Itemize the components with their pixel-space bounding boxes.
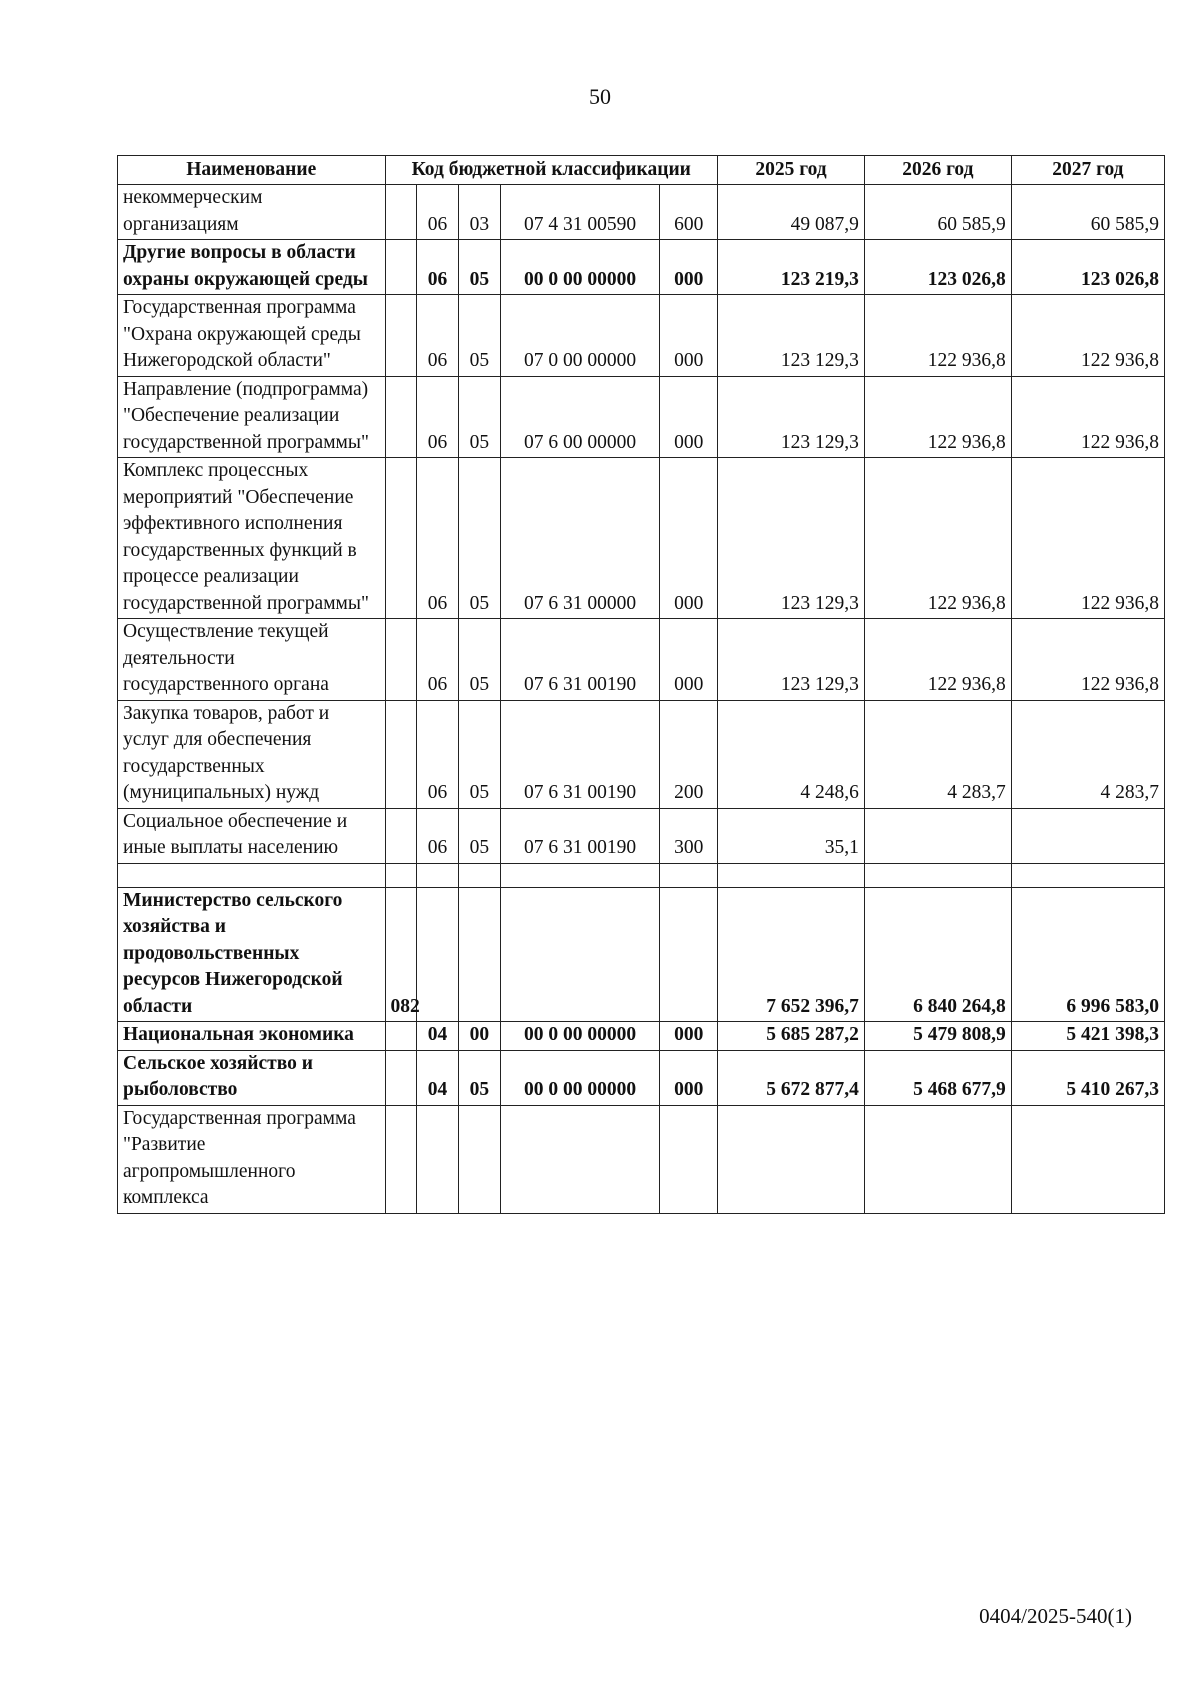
row-value-2026: 122 936,8: [864, 295, 1011, 377]
table-row: [118, 619, 1165, 701]
row-value-2025: 123 129,3: [718, 376, 865, 458]
row-code-subsection: 00: [458, 1022, 500, 1051]
row-value-2027: 5 410 267,3: [1011, 1050, 1164, 1105]
page-number: 50: [589, 84, 611, 109]
row-code-section: 06: [416, 185, 458, 240]
table-header: [118, 156, 1165, 185]
row-code-target: 07 6 00 00000: [500, 376, 659, 458]
row-code-admin: [385, 376, 416, 458]
table-row: [118, 1050, 1165, 1105]
table-row: [118, 295, 1165, 377]
row-code-admin: [385, 295, 416, 377]
row-name: Государственная программа "Охрана окружающей среды Нижегородской области": [118, 295, 386, 377]
table-row: [118, 1105, 1165, 1213]
row-code-expense: 300: [660, 808, 718, 863]
row-name: Закупка товаров, работ и услуг для обеспечения государственных (муниципальных) нужд: [118, 700, 386, 808]
row-code-target: 07 0 00 00000: [500, 295, 659, 377]
empty-row: [118, 863, 1165, 887]
row-code-section: 06: [416, 458, 458, 619]
row-name: Сельское хозяйство и рыболовство: [118, 1050, 386, 1105]
row-value-2025: 49 087,9: [718, 185, 865, 240]
table-row: [118, 376, 1165, 458]
row-value-2026: 122 936,8: [864, 458, 1011, 619]
table-row: [118, 808, 1165, 863]
row-code-section: [416, 1105, 458, 1213]
row-code-subsection: 05: [458, 619, 500, 701]
row-code-expense: 000: [660, 458, 718, 619]
row-value-2025: 7 652 396,7: [718, 887, 865, 1022]
header-code: Код бюджетной классификации: [385, 156, 718, 185]
row-value-2025: 123 129,3: [718, 619, 865, 701]
row-code-expense: 000: [660, 295, 718, 377]
row-value-2027: 122 936,8: [1011, 376, 1164, 458]
header-2026: 2026 год: [864, 156, 1011, 185]
row-value-2026: [864, 808, 1011, 863]
row-value-2027: [1011, 808, 1164, 863]
row-name: Социальное обеспечение и иные выплаты населению: [118, 808, 386, 863]
row-code-section: 06: [416, 295, 458, 377]
row-code-expense: [660, 887, 718, 1022]
row-code-subsection: [458, 1105, 500, 1213]
row-code-target: 00 0 00 00000: [500, 240, 659, 295]
row-code-subsection: 05: [458, 700, 500, 808]
table-row: [118, 240, 1165, 295]
row-code-section: 06: [416, 808, 458, 863]
row-name: Министерство сельского хозяйства и продовольственных ресурсов Нижегородской области: [118, 887, 386, 1022]
table-row: [118, 185, 1165, 240]
row-code-subsection: 05: [458, 808, 500, 863]
header-name: Наименование: [118, 156, 386, 185]
row-code-target: [500, 1105, 659, 1213]
row-value-2025: 35,1: [718, 808, 865, 863]
row-code-expense: 000: [660, 1022, 718, 1051]
row-code-target: 00 0 00 00000: [500, 1022, 659, 1051]
row-name: некоммерческим организациям: [118, 185, 386, 240]
row-value-2027: 122 936,8: [1011, 295, 1164, 377]
row-value-2027: 122 936,8: [1011, 458, 1164, 619]
row-code-target: 07 4 31 00590: [500, 185, 659, 240]
row-code-subsection: [458, 887, 500, 1022]
row-value-2026: 122 936,8: [864, 376, 1011, 458]
row-code-admin: [385, 1105, 416, 1213]
budget-table: [117, 155, 1165, 1214]
row-code-expense: 000: [660, 376, 718, 458]
row-code-target: 07 6 31 00190: [500, 700, 659, 808]
row-value-2026: 60 585,9: [864, 185, 1011, 240]
table-row: [118, 1022, 1165, 1051]
document-code: 0404/2025-540(1): [979, 1604, 1132, 1628]
row-code-admin: [385, 700, 416, 808]
row-value-2027: 4 283,7: [1011, 700, 1164, 808]
row-name: Комплекс процессных мероприятий "Обеспечение эффективного исполнения государственных функций в процессе реализации государственной программы": [118, 458, 386, 619]
row-code-target: 00 0 00 00000: [500, 1050, 659, 1105]
row-value-2026: 4 283,7: [864, 700, 1011, 808]
row-value-2026: 122 936,8: [864, 619, 1011, 701]
row-code-target: 07 6 31 00190: [500, 808, 659, 863]
row-value-2027: 122 936,8: [1011, 619, 1164, 701]
row-code-target: [500, 887, 659, 1022]
row-code-expense: 000: [660, 1050, 718, 1105]
header-2027: 2027 год: [1011, 156, 1164, 185]
row-code-section: 06: [416, 240, 458, 295]
row-value-2026: 123 026,8: [864, 240, 1011, 295]
row-value-2026: 5 479 808,9: [864, 1022, 1011, 1051]
row-value-2025: 5 685 287,2: [718, 1022, 865, 1051]
header-2025: 2025 год: [718, 156, 865, 185]
table-row: [118, 458, 1165, 619]
row-code-section: 06: [416, 376, 458, 458]
row-code-expense: 000: [660, 619, 718, 701]
table-row: [118, 700, 1165, 808]
row-value-2027: 6 996 583,0: [1011, 887, 1164, 1022]
row-code-section: 04: [416, 1050, 458, 1105]
row-code-expense: 200: [660, 700, 718, 808]
row-code-subsection: 05: [458, 240, 500, 295]
row-code-expense: [660, 1105, 718, 1213]
row-value-2025: 5 672 877,4: [718, 1050, 865, 1105]
row-name: Национальная экономика: [118, 1022, 386, 1051]
row-code-admin: [385, 458, 416, 619]
row-value-2026: [864, 1105, 1011, 1213]
row-code-subsection: 05: [458, 376, 500, 458]
row-value-2025: 123 129,3: [718, 295, 865, 377]
row-value-2026: 6 840 264,8: [864, 887, 1011, 1022]
row-code-admin: [385, 185, 416, 240]
row-value-2025: [718, 1105, 865, 1213]
row-code-admin: [385, 1050, 416, 1105]
row-code-section: 06: [416, 700, 458, 808]
row-code-target: 07 6 31 00000: [500, 458, 659, 619]
row-value-2025: 4 248,6: [718, 700, 865, 808]
row-value-2027: [1011, 1105, 1164, 1213]
row-name: Государственная программа "Развитие агропромышленного комплекса: [118, 1105, 386, 1213]
row-name: Другие вопросы в области охраны окружающей среды: [118, 240, 386, 295]
row-code-subsection: 03: [458, 185, 500, 240]
row-code-admin: [385, 1022, 416, 1051]
row-code-section: 06: [416, 619, 458, 701]
row-value-2027: 5 421 398,3: [1011, 1022, 1164, 1051]
row-code-expense: 000: [660, 240, 718, 295]
row-value-2027: 123 026,8: [1011, 240, 1164, 295]
table-row: [118, 887, 1165, 1022]
row-value-2025: 123 129,3: [718, 458, 865, 619]
row-code-admin: 082: [385, 887, 416, 1022]
row-code-admin: [385, 619, 416, 701]
row-name: Направление (подпрограмма) "Обеспечение реализации государственной программы": [118, 376, 386, 458]
row-code-target: 07 6 31 00190: [500, 619, 659, 701]
row-code-section: 04: [416, 1022, 458, 1051]
row-value-2025: 123 219,3: [718, 240, 865, 295]
row-code-expense: 600: [660, 185, 718, 240]
row-code-subsection: 05: [458, 295, 500, 377]
row-code-subsection: 05: [458, 1050, 500, 1105]
row-value-2026: 5 468 677,9: [864, 1050, 1011, 1105]
row-code-section: [416, 887, 458, 1022]
row-value-2027: 60 585,9: [1011, 185, 1164, 240]
row-code-admin: [385, 808, 416, 863]
row-code-admin: [385, 240, 416, 295]
row-name: Осуществление текущей деятельности государственного органа: [118, 619, 386, 701]
row-code-subsection: 05: [458, 458, 500, 619]
